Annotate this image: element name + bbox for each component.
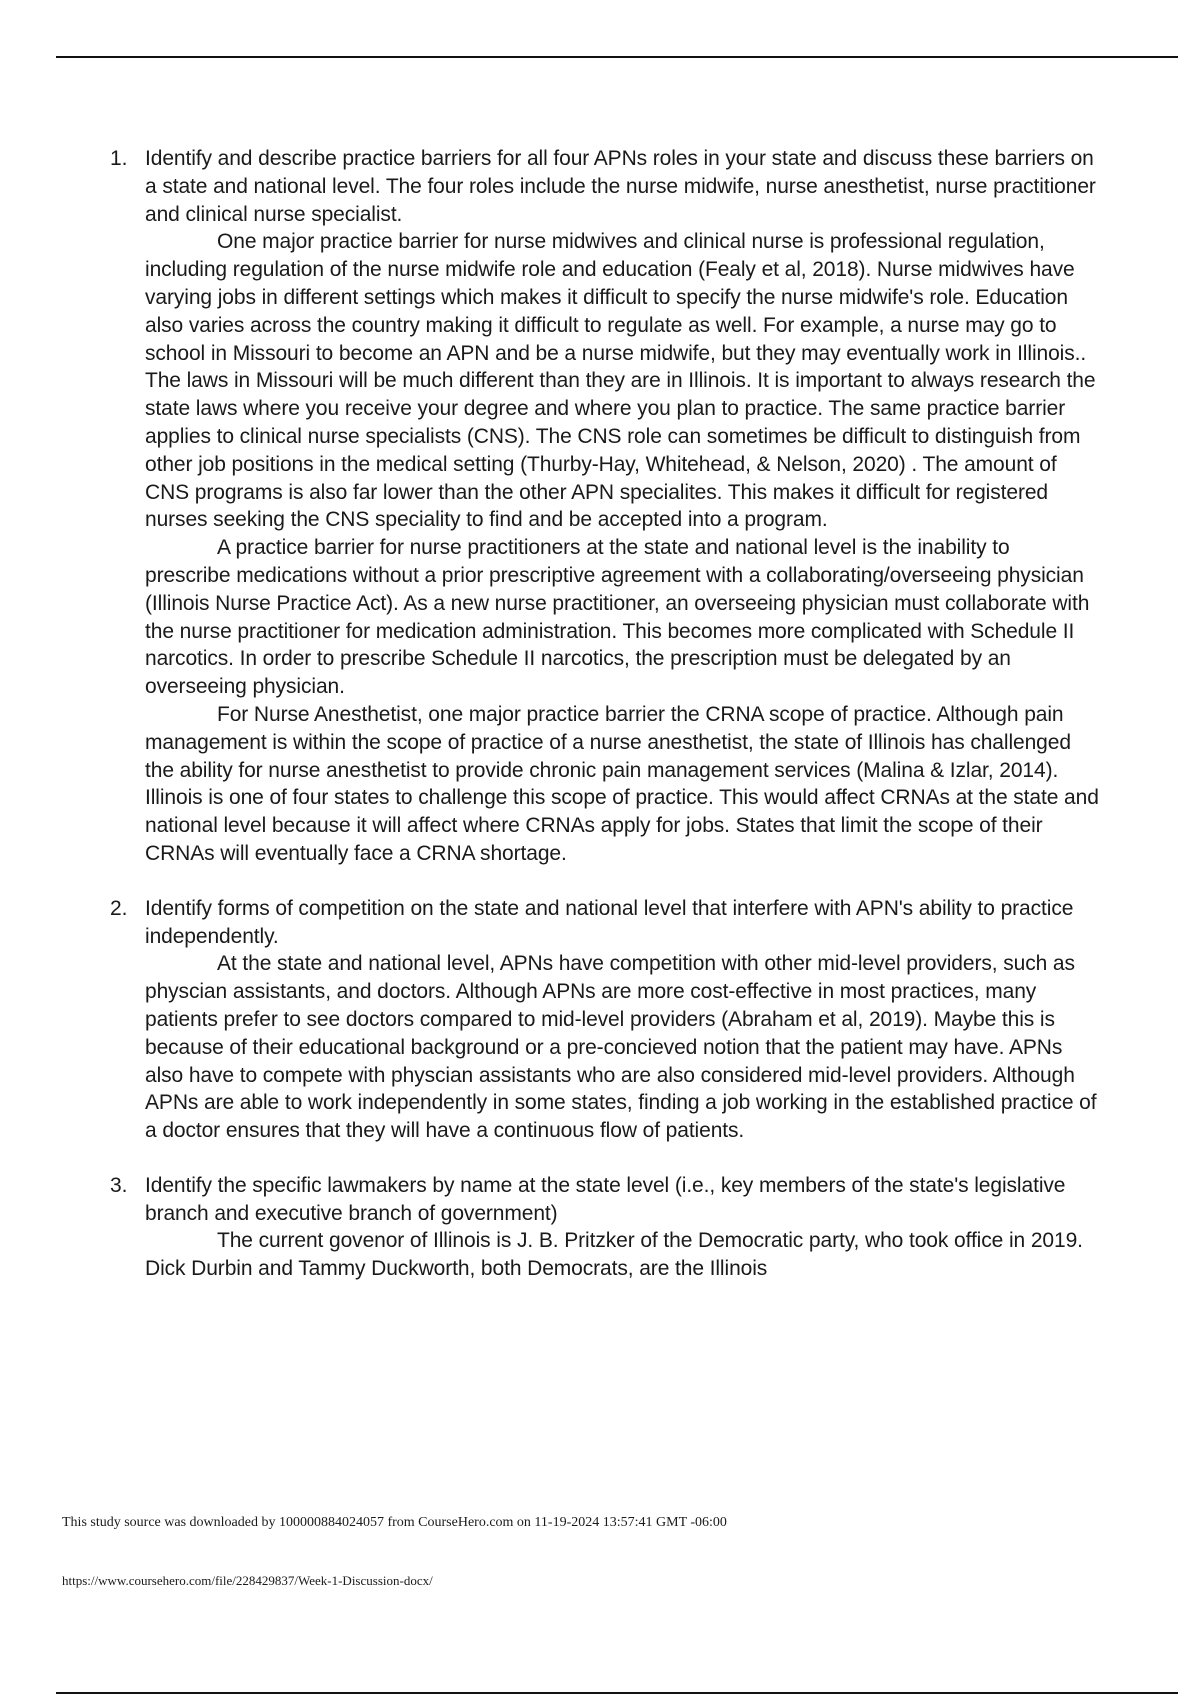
question-text: Identify and describe practice barriers for all four APNs roles in your state and discuss these barriers on a state and national level. The four roles include the nurse midwife, nurse anesthetist, nurse practitioner and clinical nurse specialist. — [145, 147, 1096, 226]
document-body — [100, 145, 1100, 1310]
answer-paragraph: At the state and national level, APNs have competition with other mid-level providers, such as physcian assistants, and doctors. Although APNs are more cost-effective in most practices, many patients prefer to see doctors compared to mid-level providers (Abraham et al, 2019). Maybe this is because of their educational background or a pre-concieved notion that the patient may have. APNs also have to compete with physcian assistants who are also considered mid-level providers. Although APNs are able to work independently in some states, finding a job working in the established practice of a doctor ensures that they will have a continuous flow of patients. — [145, 952, 1097, 1143]
answer-paragraph: For Nurse Anesthetist, one major practice barrier the CRNA scope of practice. Although pain management is within the scope of practice of a nurse anesthetist, the state of Illinois has challenged the ability for nurse anesthetist to provide chronic pain management services (Malina & Izlar, 2014). Illinois is one of four states to challenge this scope of practice. This would affect CRNAs at the state and national level because it will affect where CRNAs apply for jobs. States that limit the scope of their CRNAs will eventually face a CRNA shortage. — [145, 702, 1099, 865]
item-number: 1. — [110, 147, 128, 170]
item-number: 3. — [110, 1173, 128, 1197]
top-rule — [56, 56, 1178, 58]
question-text: Identify forms of competition on the state and national level that interfere with APN's ability to practice independently. — [145, 896, 1074, 948]
source-url[interactable]: https://www.coursehero.com/file/228429837/Week-1-Discussion-docx/ — [62, 1573, 433, 1588]
answer-paragraph: A practice barrier for nurse practitioners at the state and national level is the inability to prescribe medications without a prior prescriptive agreement with a collaborating/overseeing physician (Illinois Nurse Practice Act). As a new nurse practitioner, an overseeing physician must collaborate with the nurse practitioner for medication administration. This becomes more complicated with Schedule II narcotics. In order to prescribe Schedule II narcotics, the prescription must be delegated by an overseeing physician. — [145, 536, 1090, 699]
list-item-3 — [100, 1172, 1100, 1283]
download-source-note: This study source was downloaded by 100000884024057 from CourseHero.com on 11-19-2024 13:57:41 GMT -06:00 — [62, 1515, 727, 1530]
list-item-2 — [100, 895, 1100, 1145]
answer-paragraph: One major practice barrier for nurse midwives and clinical nurse is professional regulation, including regulation of the nurse midwife role and education (Fealy et al, 2018). Nurse midwives have varying jobs in different settings which makes it difficult to specify the nurse midwife's role. Education also varies across the country making it difficult to regulate as well. For example, a nurse may go to school in Missouri to become an APN and be a nurse midwife, but they may eventually work in Illinois.. The laws in Missouri will be much different than they are in Illinois. It is important to always research the state laws where you receive your degree and where you plan to practice. The same practice barrier applies to clinical nurse specialists (CNS). The CNS role can sometimes be difficult to distinguish from other job positions in the medical setting (Thurby-Hay, Whitehead, & Nelson, 2020) . The amount of CNS programs is also far lower than the other APN specialites. This makes it difficult for registered nurses seeking the CNS speciality to find and be accepted into a program. — [145, 230, 1096, 532]
answer-paragraph: The current govenor of Illinois is J. B. Pritzker of the Democratic party, who took office in 2019. Dick Durbin and Tammy Duckworth, both Democrats, are the Illinois — [145, 1229, 1083, 1281]
item-number: 2. — [110, 896, 128, 920]
list-item-1 — [100, 145, 1100, 868]
question-text: Identify the specific lawmakers by name at the state level (i.e., key members of the state's legislative branch and executive branch of government) — [145, 1173, 1066, 1225]
bottom-rule — [56, 1692, 1178, 1694]
